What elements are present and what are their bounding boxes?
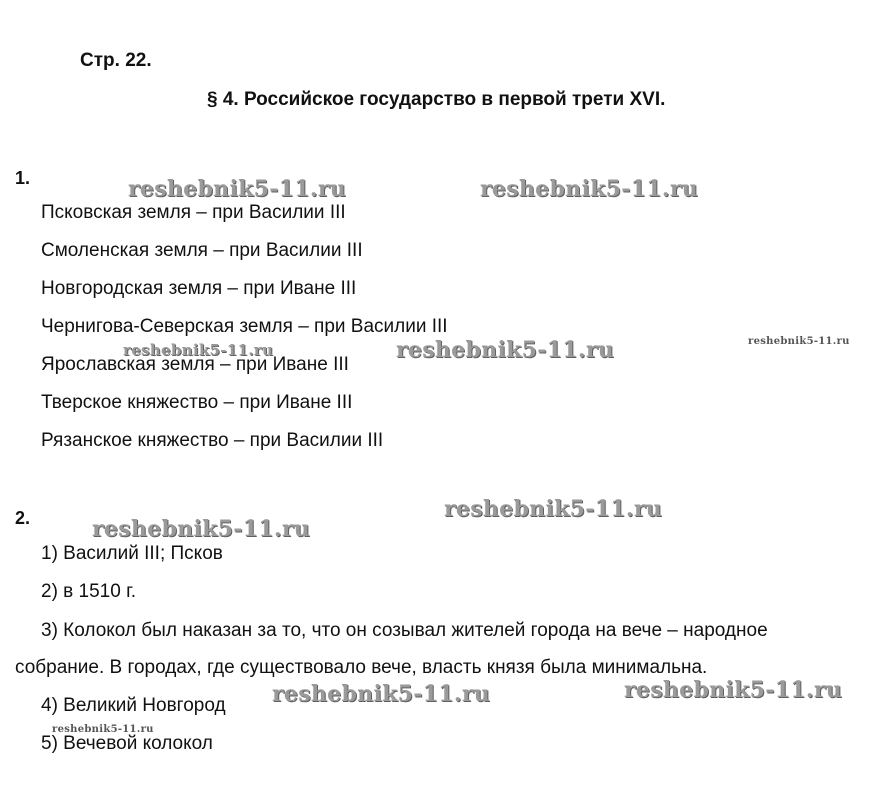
task-2-answer-continuation: собрание. В городах, где существовало вече, власть князя была минимальна. bbox=[15, 657, 708, 678]
watermark: reshebnik5-11.ru bbox=[128, 176, 347, 202]
section-title: § 4. Российское государство в первой трети XVI. bbox=[207, 89, 666, 110]
task-1-line: Смоленская земля – при Василии III bbox=[41, 240, 363, 261]
watermark: reshebnik5-11.ru bbox=[480, 176, 699, 202]
task-1-line: Тверское княжество – при Иване III bbox=[41, 392, 353, 413]
task-1-line: Рязанское княжество – при Василии III bbox=[41, 430, 384, 451]
task-1-line: Ярославская земля – при Иване III bbox=[41, 354, 349, 375]
watermark: reshebnik5-11.ru bbox=[92, 516, 311, 542]
task-1-line: Чернигова-Северская земля – при Василии III bbox=[41, 316, 448, 337]
watermark: reshebnik5-11.ru bbox=[123, 341, 274, 359]
task-2-answer: 3) Колокол был наказан за то, что он созывал жителей города на вече – народное bbox=[41, 620, 768, 641]
task-2-answer: 5) Вечевой колокол bbox=[41, 733, 213, 754]
task-2-answer: 2) в 1510 г. bbox=[41, 581, 136, 602]
watermark: reshebnik5-11.ru bbox=[748, 336, 850, 347]
task-1-line: Псковская земля – при Василии III bbox=[41, 202, 346, 223]
task-1-line: Новгородская земля – при Иване III bbox=[41, 278, 357, 299]
watermark: reshebnik5-11.ru bbox=[272, 681, 491, 707]
watermark: reshebnik5-11.ru bbox=[444, 496, 663, 522]
watermark: reshebnik5-11.ru bbox=[624, 677, 843, 703]
watermark: reshebnik5-11.ru bbox=[396, 337, 615, 363]
task-2-answer: 4) Великий Новгород bbox=[41, 695, 226, 716]
watermark: reshebnik5-11.ru bbox=[52, 724, 154, 735]
task-2-number: 2. bbox=[15, 508, 31, 528]
page-label: Стр. 22. bbox=[80, 50, 152, 71]
task-2-answer: 1) Василий III; Псков bbox=[41, 543, 223, 564]
task-1-number: 1. bbox=[15, 168, 31, 188]
